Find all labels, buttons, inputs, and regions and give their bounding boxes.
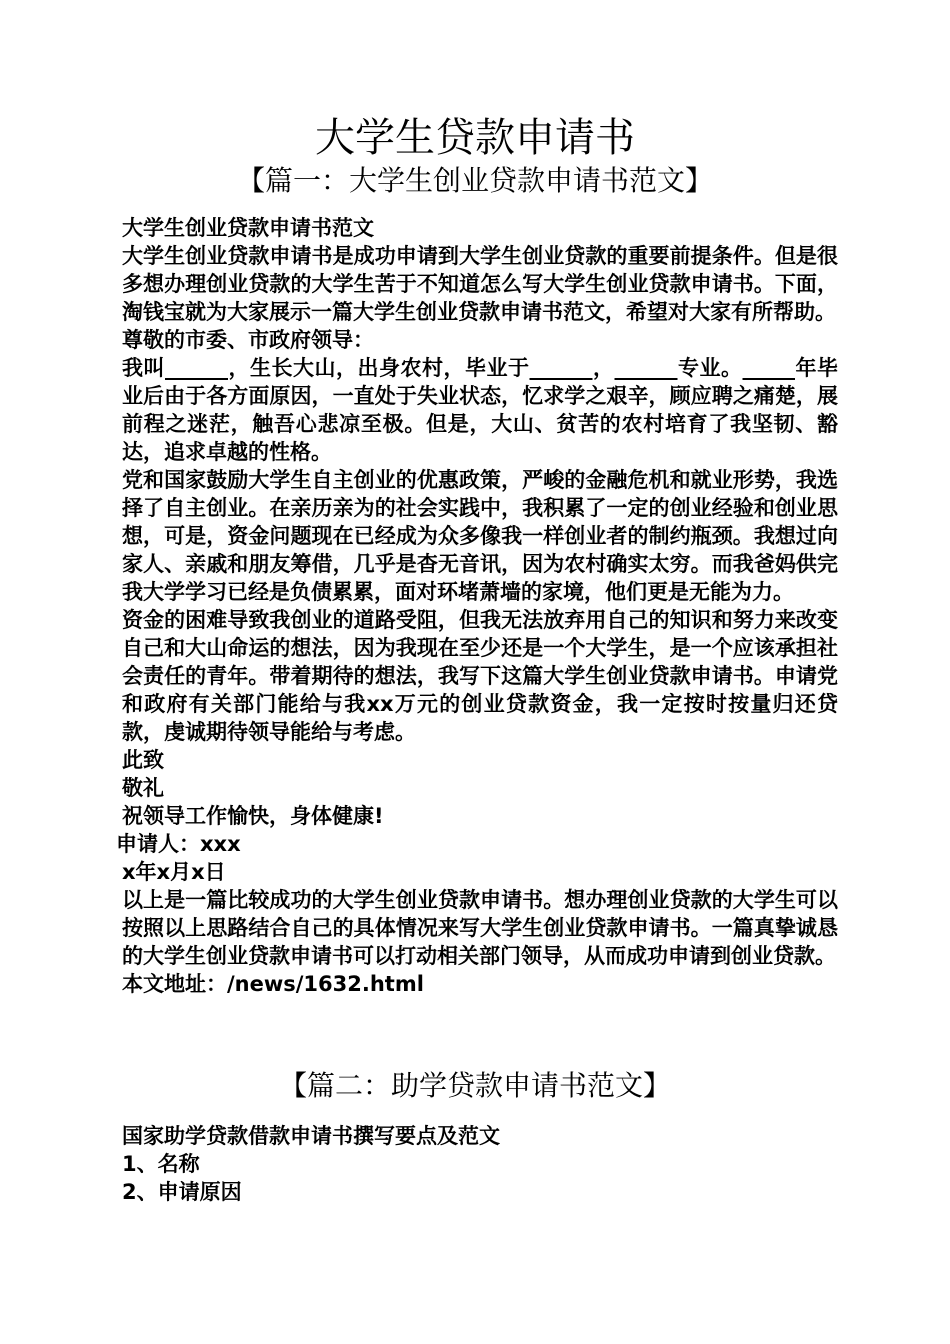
closing-jingli: 敬礼 bbox=[122, 776, 164, 800]
closing-wishes: 祝领导工作愉快，身体健康! bbox=[122, 804, 384, 828]
article-title: 大学生创业贷款申请书范文 bbox=[122, 216, 374, 240]
paragraph-entrepreneurship: 党和国家鼓励大学生自主创业的优惠政策，严峻的金融危机和就业形势，我选择了自主创业。在亲历亲为的社会实践中，我积累了一定的创业经验和创业思想，可是，资金问题现在已经成为众多像我一样创业者的制约瓶颈。我想过向家人、亲戚和朋友筹借，几乎是杳无音讯，因为农村确实太穷。而我爸妈供完我大学学习已经是负债累累，面对环堵萧墙的家境，他们更是无能为力。 bbox=[122, 468, 838, 604]
section-heading-part1: 【篇一：大学生创业贷款申请书范文】 bbox=[236, 164, 713, 197]
salutation: 尊敬的市委、市政府领导： bbox=[122, 328, 374, 352]
application-date: x年x月x日 bbox=[122, 860, 226, 884]
article-address: 本文地址：/news/1632.html bbox=[122, 972, 424, 996]
paragraph-background: 我叫______，生长大山，出身农村，毕业于______，______专业。_____年毕业后由于各方面原因，一直处于失业状态，忆求学之艰辛，顾应聘之痛楚，展前程之迷茫，触吾心悲凉至极。但是，大山、贫苦的农村培育了我坚韧、豁达，追求卓越的性格。 bbox=[122, 356, 838, 464]
intro-paragraph: 大学生创业贷款申请书是成功申请到大学生创业贷款的重要前提条件。但是很多想办理创业贷款的大学生苦于不知道怎么写大学生创业贷款申请书。下面，淘钱宝就为大家展示一篇大学生创业贷款申请书范文，希望对大家有所帮助。 bbox=[122, 244, 838, 324]
part2-item-2: 2、申请原因 bbox=[122, 1180, 242, 1204]
document-title: 大学生贷款申请书 bbox=[315, 115, 635, 161]
summary-paragraph: 以上是一篇比较成功的大学生创业贷款申请书。想办理创业贷款的大学生可以按照以上思路结合自己的具体情况来写大学生创业贷款申请书。一篇真挚诚恳的大学生创业贷款申请书可以打动相关部门领导，从而成功申请到创业贷款。 bbox=[122, 888, 838, 968]
section-body-part2 bbox=[116, 1122, 838, 1206]
section-body-part1 bbox=[116, 214, 838, 998]
paragraph-request: 资金的困难导致我创业的道路受阻，但我无法放弃用自己的知识和努力来改变自己和大山命运的想法，因为我现在至少还是一个大学生，是一个应该承担社会责任的青年。带着期待的想法，我写下这篇大学生创业贷款申请书。申请党和政府有关部门能给与我xx万元的创业贷款资金，我一定按时按量归还贷款，虔诚期待领导能给与考虑。 bbox=[122, 608, 838, 744]
section-heading-part2: 【篇二：助学贷款申请书范文】 bbox=[278, 1069, 671, 1102]
closing-cizhi: 此致 bbox=[122, 748, 164, 772]
applicant-name: 申请人：xxx bbox=[116, 832, 241, 856]
part2-item-1: 1、名称 bbox=[122, 1152, 200, 1176]
part2-title: 国家助学贷款借款申请书撰写要点及范文 bbox=[122, 1124, 500, 1148]
